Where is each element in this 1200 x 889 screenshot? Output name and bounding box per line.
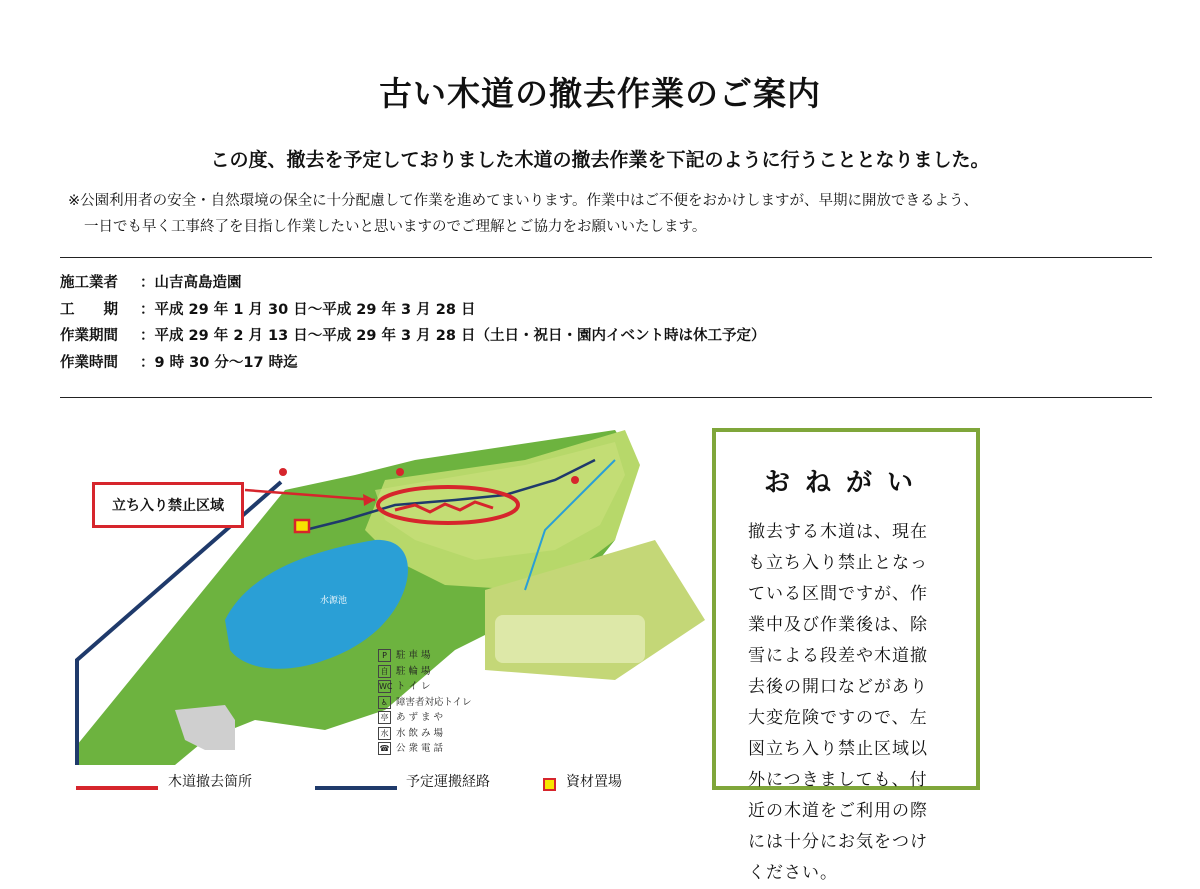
facility-public-phone: ☎ 公 衆 電 話 [379, 743, 444, 754]
toilet-icon: WC [379, 682, 393, 691]
notice-note [68, 188, 1148, 240]
storage-key-square [543, 778, 556, 791]
page-title: 古い木道の撤去作業のご案内 [379, 74, 821, 113]
note-line-1: ※公園利用者の安全・自然環境の保全に十分配慮して作業を進めてまいります。作業中はご不便をおかけしますが、早期に開放できるよう、 [68, 193, 978, 209]
info-row-contractor: 施工業者 ：山吉高島造園 [60, 275, 242, 291]
parking-icon: P [378, 649, 391, 662]
notice-title: おねがい [763, 468, 928, 498]
fountain-icon: 水 [378, 727, 391, 740]
legend-storage: 資材置場 [566, 774, 622, 790]
removal-key-line [76, 786, 158, 790]
legend-removal: 木道撤去箇所 [168, 774, 252, 790]
divider-bottom [60, 397, 1152, 398]
legend-route: 予定運搬経路 [406, 774, 490, 790]
facility-bicycle-parking: 自 駐 輪 場 [378, 664, 472, 680]
restricted-area-label: 立ち入り禁止区域 [92, 482, 244, 528]
info-row-work-hours: 作業時間 ：9 時 30 分～17 時迄 [60, 354, 298, 371]
work-info [60, 270, 765, 376]
divider-top [60, 257, 1152, 258]
facility-parking: P 駐 車 場 [378, 648, 472, 664]
facility-accessible-toilet: ♿ 障害者対応トイレ [378, 695, 472, 711]
bicycle-icon: 自 [378, 665, 391, 678]
phone-icon: ☎ [379, 744, 390, 753]
facility-toilet: WC ト イ レ [379, 681, 431, 692]
gazebo-icon: 亭 [378, 711, 391, 724]
facility-drinking-fountain: 水 水 飲 み 場 [378, 726, 472, 742]
info-row-construction-period: 工 期 ：平成 29 年 1 月 30 日～平成 29 年 3 月 28 日 [60, 301, 476, 318]
note-line-2: 一日でも早く工事終了を目指し作業したいと思いますのでご理解とご協力をお願いいたします。 [84, 219, 707, 235]
subtitle: この度、撤去を予定しておりました木道の撤去作業を下記のように行うこととなりました。 [210, 149, 990, 171]
info-row-work-period: 作業期間 ：平成 29 年 2 月 13 日～平成 29 年 3 月 28 日（土日・祝日・園内イベント時は休工予定） [60, 328, 766, 344]
facility-gazebo: 亭 あ ず ま や [378, 710, 472, 726]
pond-label: 水源池 [320, 596, 348, 606]
facility-legend [378, 648, 472, 757]
request-notice [712, 428, 980, 883]
notice-body: 撤去する木道は、現在も立ち入り禁止となっている区間ですが、作業中及び作業後は、除雪による段差や木道撤去後の開口などがあり大変危険ですので、左図立ち入り禁止区域以外につきましても、付近の木道をご利用の際には十分にお気をつけください。 [748, 522, 928, 883]
wheelchair-icon: ♿ [378, 696, 391, 709]
route-key-line [315, 786, 397, 790]
